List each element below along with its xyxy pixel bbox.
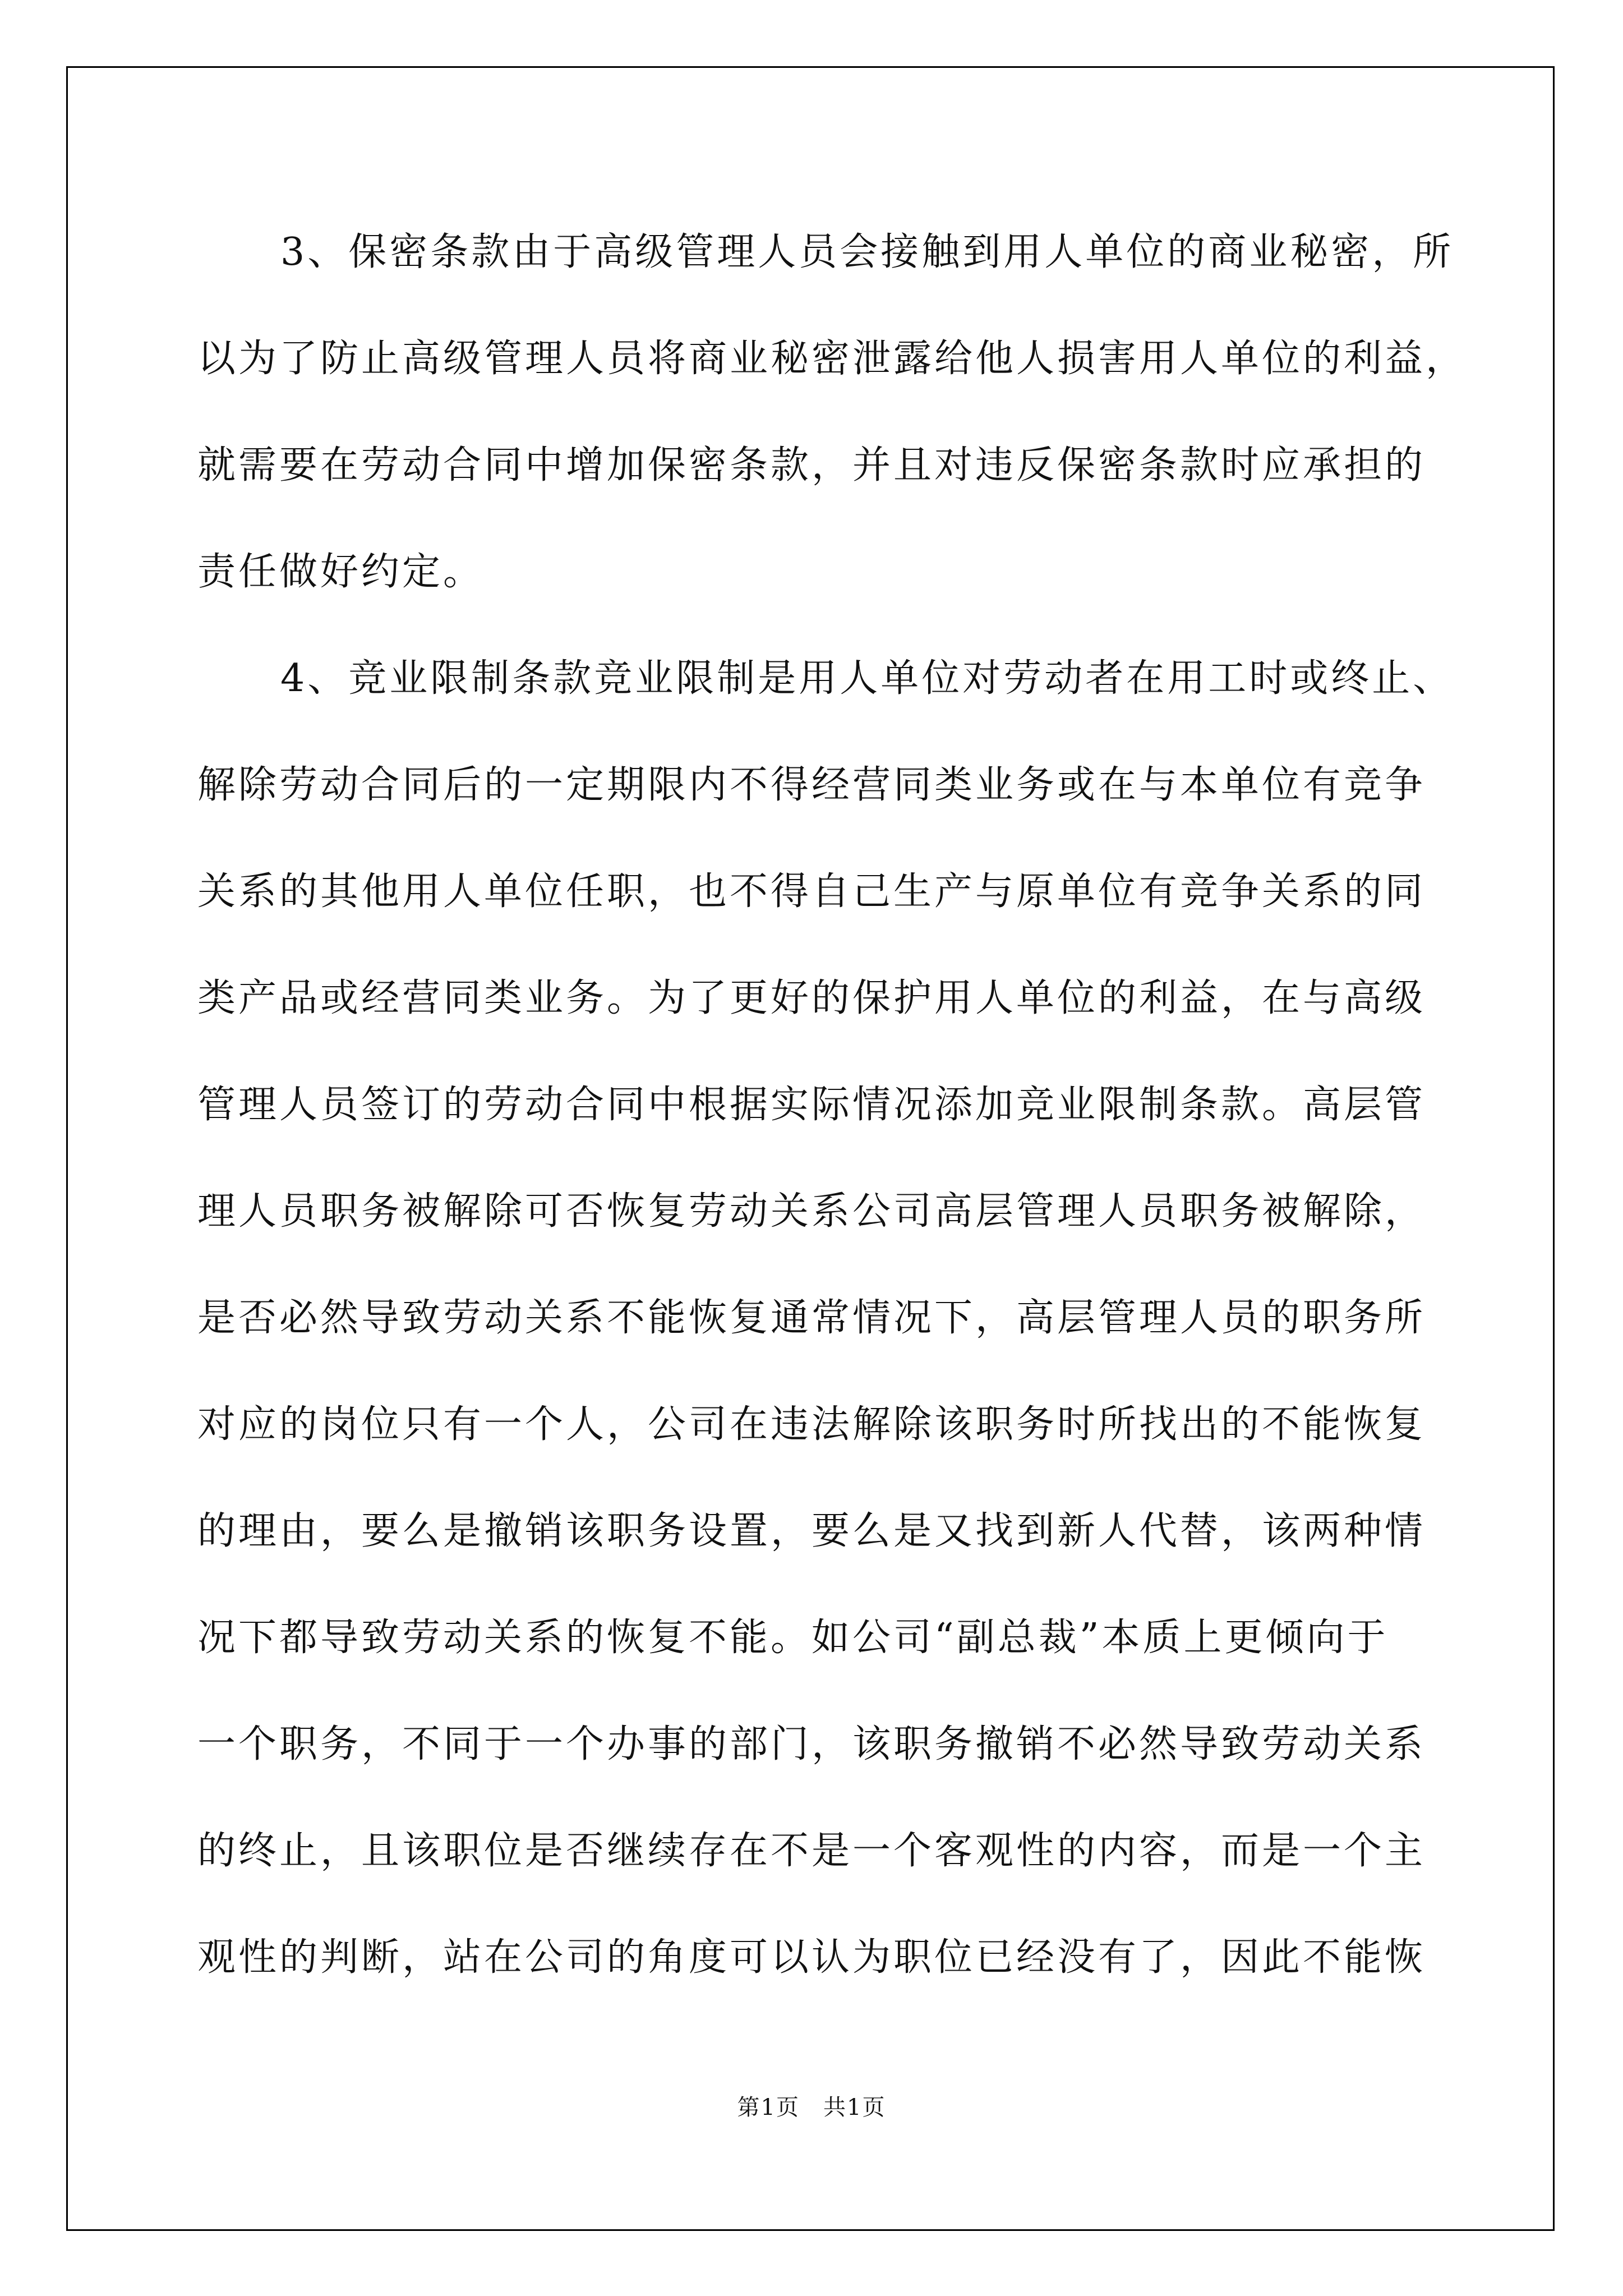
paragraph-4-line-8: 对应的岗位只有一个人，公司在违法解除该职务时所找出的不能恢复 bbox=[197, 1402, 1426, 1447]
paragraph-4-line-3: 关系的其他用人单位任职，也不得自己生产与原单位有竞争关系的同 bbox=[197, 869, 1426, 914]
paragraph-3-line-1: 3、保密条款由于高级管理人员会接触到用人单位的商业秘密，所 bbox=[280, 230, 1454, 274]
paragraph-4-line-4: 类产品或经营同类业务。为了更好的保护用人单位的利益，在与高级 bbox=[197, 976, 1426, 1020]
paragraph-4-line-6: 理人员职务被解除可否恢复劳动关系公司高层管理人员职务被解除， bbox=[197, 1189, 1426, 1234]
page-border bbox=[66, 66, 1555, 2231]
paragraph-4-line-5: 管理人员签订的劳动合同中根据实际情况添加竞业限制条款。高层管 bbox=[197, 1083, 1426, 1127]
paragraph-4-line-9: 的理由，要么是撤销该职务设置，要么是又找到新人代替，该两种情 bbox=[197, 1509, 1426, 1553]
paragraph-4-line-13: 观性的判断，站在公司的角度可以认为职位已经没有了，因此不能恢 bbox=[197, 1935, 1426, 1980]
paragraph-4-line-12: 的终止，且该职位是否继续存在不是一个客观性的内容，而是一个主 bbox=[197, 1829, 1426, 1873]
paragraph-4-line-2: 解除劳动合同后的一定期限内不得经营同类业务或在与本单位有竞争 bbox=[197, 763, 1426, 807]
paragraph-3-line-2: 以为了防止高级管理人员将商业秘密泄露给他人损害用人单位的利益， bbox=[197, 337, 1467, 381]
paragraph-3-line-4: 责任做好约定。 bbox=[197, 550, 485, 594]
paragraph-4-line-10: 况下都导致劳动关系的恢复不能。如公司“副总裁”本质上更倾向于 bbox=[197, 1616, 1389, 1660]
paragraph-4-line-1: 4、竞业限制条款竞业限制是用人单位对劳动者在用工时或终止、 bbox=[280, 656, 1454, 701]
page-number-footer: 第1页 共1页 bbox=[737, 2095, 886, 2120]
paragraph-4-line-11: 一个职务，不同于一个办事的部门，该职务撤销不必然导致劳动关系 bbox=[197, 1722, 1426, 1766]
paragraph-3-line-3: 就需要在劳动合同中增加保密条款，并且对违反保密条款时应承担的 bbox=[197, 443, 1426, 487]
paragraph-4-line-7: 是否必然导致劳动关系不能恢复通常情况下，高层管理人员的职务所 bbox=[197, 1296, 1426, 1340]
